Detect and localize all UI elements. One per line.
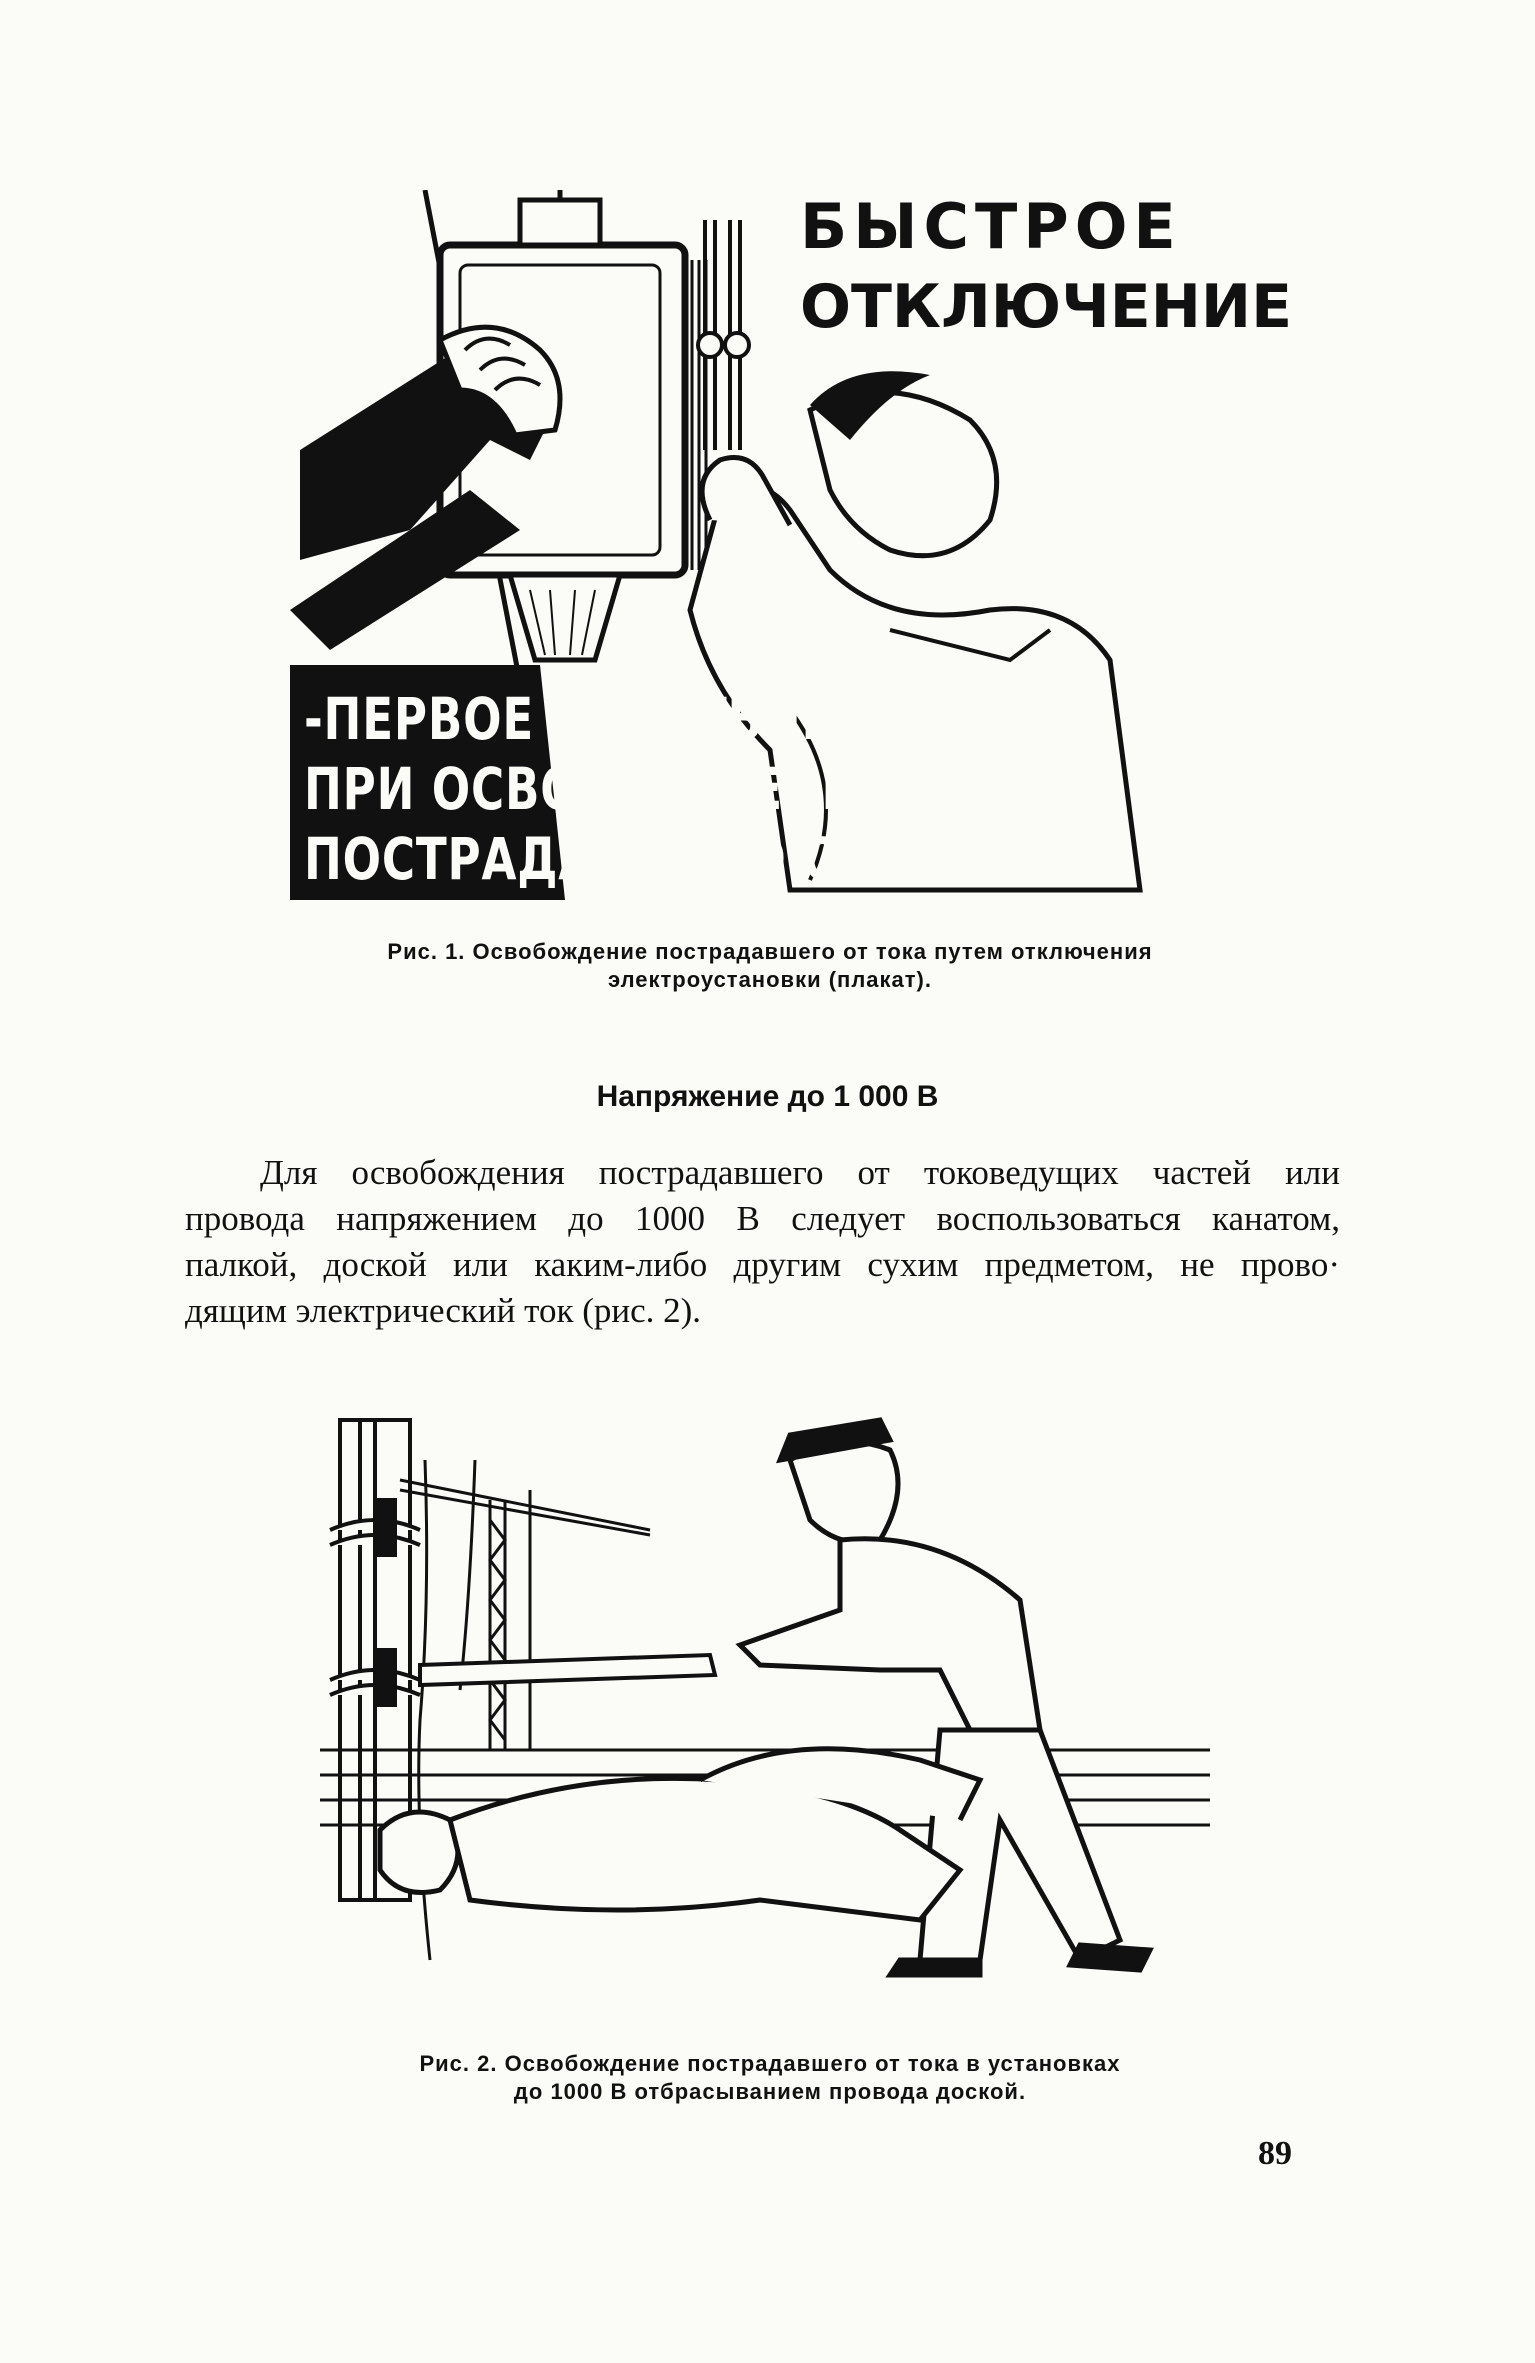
poster-band-line1: -ПЕРВОЕ ДЕЙСТВИЕ	[304, 685, 834, 753]
paragraph-line: Для освобождения пострадавшего от токоведущих частей или	[260, 1153, 1340, 1192]
figure-2-caption-line2: до 1000 В отбрасыванием провода доской.	[513, 2078, 1027, 2104]
paragraph-line: дящим электрический ток (рис. 2).	[185, 1291, 702, 1330]
crane-background	[400, 1480, 650, 1750]
figure-1-caption-line1: Рис. 1. Освобождение пострадавшего от тока путем отключения	[387, 939, 1153, 964]
figure-1-caption-line2: электроустановки (плакат).	[607, 966, 932, 992]
poster-band-line3: ПОСТРАДАВШЕГО ОТ ТОКА	[304, 825, 1035, 893]
figure-2-caption	[240, 2050, 1300, 2105]
poster-band-line2: ПРИ ОСВОБОЖДЕНИИ	[304, 755, 899, 823]
figure-2-caption-line1: Рис. 2. Освобождение пострадавшего от тока в установках	[419, 2051, 1121, 2076]
figure-2-illustration	[320, 1400, 1210, 2000]
section-heading: Напряжение до 1 000 В	[596, 1080, 939, 1113]
poster-title-line1: БЫСТРОЕ	[800, 190, 1182, 263]
poster-title-line2: ОТКЛЮЧЕНИЕ	[800, 272, 1293, 342]
figure-1-poster	[290, 190, 1293, 900]
page-number: 89	[1258, 2135, 1292, 2172]
paragraph-line: палкой, доской или каким-либо другим сухим предметом, не прово·	[185, 1245, 1340, 1284]
figure-1-caption	[240, 938, 1300, 993]
paragraph-line: провода напряжением до 1000 В следует воспользоваться канатом,	[185, 1199, 1340, 1238]
body-paragraph	[185, 1150, 1340, 1334]
rescue-illustration	[320, 1400, 1210, 2000]
